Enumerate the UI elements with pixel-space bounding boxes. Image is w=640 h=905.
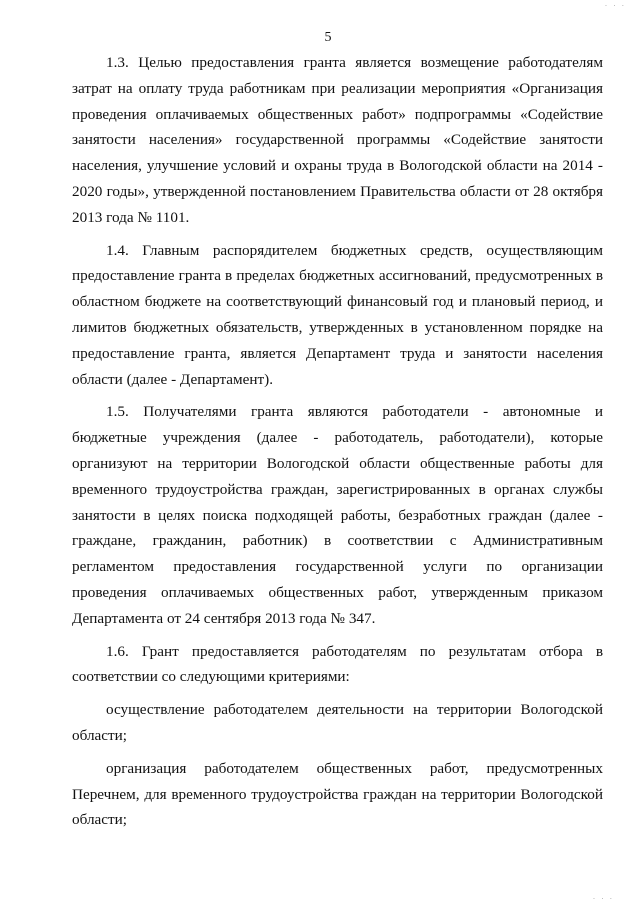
paragraph-1-5: 1.5. Получателями гранта являются работодатели - автономные и бюджетные учреждения (далее - работодатель, работодатели), которые организуют на территории Вологодской области общественные работы для временного трудоустройства граждан, зарегистрированных в органах службы занятости в целях поиска подходящей работы, безработных граждан (далее - граждане, гражданин, работник) в соответствии с Административным регламентом предоставления государственной услуги по организации проведения оплачиваемых общественных работ, утвержденным приказом Департамента от 24 сентября 2013 года № 347. [72,403,603,627]
scan-artifact-top: . . . [604,0,626,8]
page-number: 5 [324,30,332,45]
scan-artifact-bottom: . . . [592,893,614,901]
paragraph-1-3: 1.3. Целью предоставления гранта является возмещение работодателям затрат на оплату труда работникам при реализации мероприятия «Организация проведения оплачиваемых общественных работ» подпрограммы «Содействие занятости населения» государственной программы «Содействие занятости населения, улучшение условий и охраны труда в Вологодской области на 2014 - 2020 годы», утвержденной постановлением Правительства области от 28 октября 2013 года № 1101. [72,54,603,226]
paragraph-1-4: 1.4. Главным распорядителем бюджетных средств, осуществляющим предоставление гранта в пределах бюджетных ассигнований, предусмотренных в областном бюджете на соответствующий финансовый год и плановый период, и лимитов бюджетных обязательств, утвержденных в установленном порядке на предоставление гранта, является Департамент труда и занятости населения области (далее - Департамент). [72,241,603,388]
criterion-2: организация работодателем общественных работ, предусмотренных Перечнем, для временного трудоустройства граждан на территории Вологодской области; [72,759,603,829]
paragraph-1-6: 1.6. Грант предоставляется работодателям по результатам отбора в соответствии со следующими критериями: [72,642,603,686]
criterion-1: осуществление работодателем деятельности на территории Вологодской области; [72,701,603,744]
document-body [72,50,603,840]
